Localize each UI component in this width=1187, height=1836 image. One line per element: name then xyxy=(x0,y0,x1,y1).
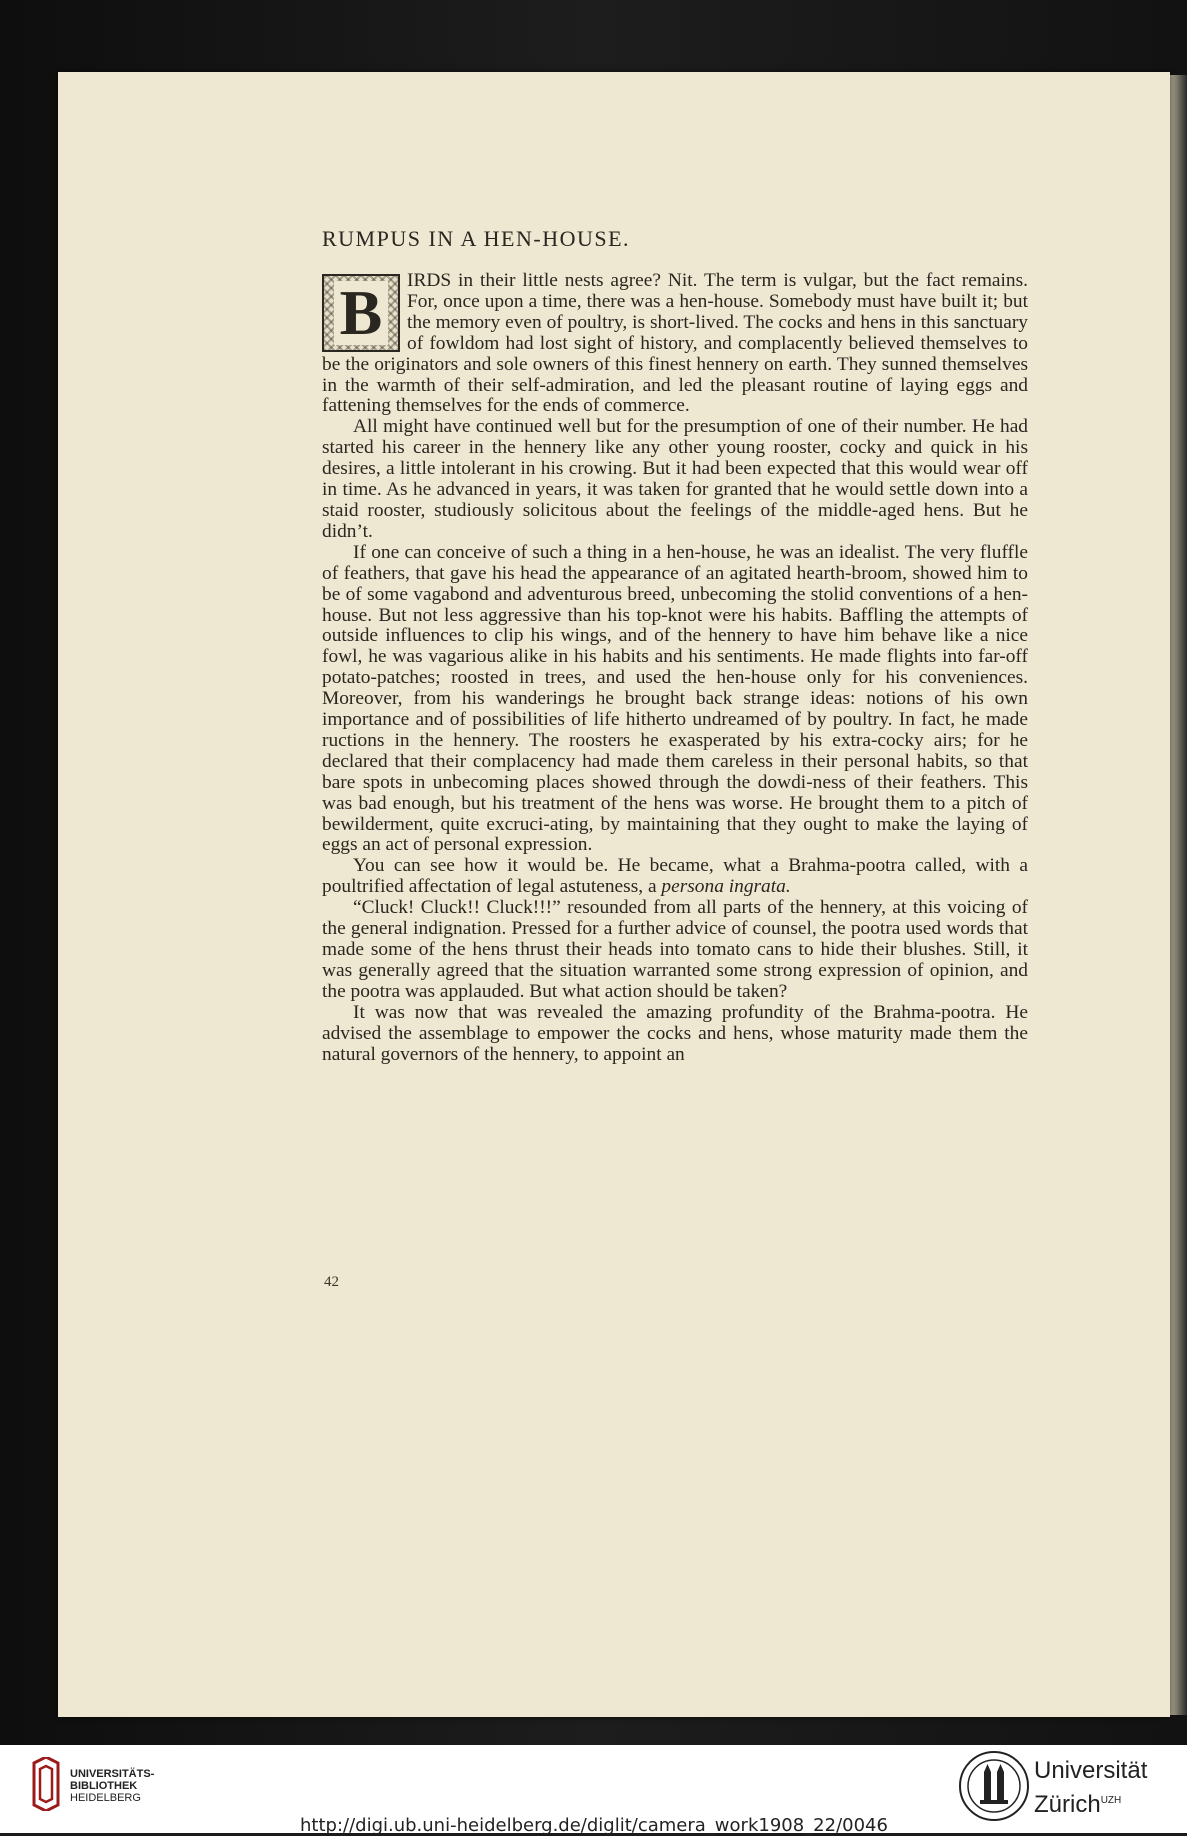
paragraph-3: If one can conceive of such a thing in a hen-house, he was an idealist. The very fluffle of feathers, that gave his head the appearance of an agitated hearth-broom, showed him to be of some vagabond and adventurous breed, unbecoming the stolid conventions of a hen-house. But not less aggressive than his top-knot were his habits. Baffling the attempts of outside influences to clip his wings, and of the hennery to have him behave like a nice fowl, he was vagarious alike in his habits and his sentiments. He made flights into far-off potato-patches; roosted in trees, and used the hen-house only for his conveniences. Moreover, from his wanderings he brought back strange ideas: notions of his own importance and of possibilities of life hitherto undreamed of by poultry. In fact, he made ructions in the hennery. The roosters he exasperated by his extra-cocky airs; for he declared that their complacency had made them careless in their personal habits, so that bare spots in unbecoming places showed through the dowdi-ness of their feathers. This was bad enough, but his treatment of the hens was worse. He brought them to a pitch of bewilderment, quite excruci-ating, by maintaining that they ought to make the laying of eggs an act of personal expression. xyxy=(322,541,1028,856)
uzh-line-2-wrap xyxy=(1034,1786,1147,1820)
uzh-name xyxy=(1034,1756,1147,1820)
page-number: 42 xyxy=(324,1274,339,1290)
paragraph-1 xyxy=(322,271,1028,417)
paragraph-6: It was now that was revealed the amazing profundity of the Brahma-pootra. He advised the assemblage to empower the cocks and hens, whose maturity made them the natural governors of the hennery, to appoint an xyxy=(322,1001,1028,1065)
library-line-1: UNIVERSITÄTS- xyxy=(70,1768,155,1780)
library-line-2: BIBLIOTHEK xyxy=(70,1780,138,1792)
paragraph-4 xyxy=(322,856,1028,898)
paragraph-2: All might have continued well but for the presumption of one of their number. He had started his career in the hennery like any other young rooster, cocky and quick in his desires, a little intolerant in his crowing. But it had been expected that this would wear off in time. As he advanced in years, it was taken for granted that he would settle down into a staid rooster, studiously solicitous about the feelings of the middle-aged hens. But he didn’t. xyxy=(322,416,1028,542)
dropcap-letter: B xyxy=(334,281,389,345)
decorative-initial xyxy=(322,274,400,352)
uzh-seal-icon xyxy=(958,1750,1030,1822)
uzh-line-2: Zürich xyxy=(1034,1791,1101,1818)
article-text xyxy=(322,226,1028,1065)
paragraph-1-text: IRDS in their little nests agree? Nit. The term is vulgar, but the fact remains. For, once upon a time, there was a hen-house. Somebody must have built it; but the memory even of poultry, is short-lived. The cocks and hens in this sanctuary of fowldom had lost sight of history, and complacently believed themselves to be the originators and sole owners of this finest hennery on earth. They sunned themselves in the warmth of their self-admiration, and led the pleasant routine of laying eggs and fattening themselves for the ends of commerce. xyxy=(322,270,1028,417)
permalink-url[interactable]: http://digi.ub.uni-heidelberg.de/diglit/camera_work1908_22/0046 xyxy=(300,1815,888,1836)
library-name xyxy=(70,1768,154,1804)
uzh-superscript: UZH xyxy=(1100,1795,1122,1806)
paragraph-5: “Cluck! Cluck!! Cluck!!!” resounded from all parts of the hennery, at this voicing of the general indignation. Pressed for a further advice of counsel, the pootra used words that made some of the hens thrust their heads into tomato cans to hide their blushes. Still, it was generally agreed that the situation warranted some strong expression of opinion, and the pootra was applauded. But what action should be taken? xyxy=(322,897,1028,1002)
ub-heidelberg-logo-icon xyxy=(30,1757,62,1811)
paragraph-4-text: You can see how it would be. He became, what a Brahma-pootra called, with a poultrified affectation of legal astuteness, a xyxy=(322,855,1028,898)
article-title: RUMPUS IN A HEN-HOUSE. xyxy=(322,226,631,251)
italic-phrase: persona ingrata. xyxy=(661,876,791,898)
uzh-line-1: Universität xyxy=(1034,1757,1148,1784)
library-line-3: HEIDELBERG xyxy=(70,1792,141,1804)
